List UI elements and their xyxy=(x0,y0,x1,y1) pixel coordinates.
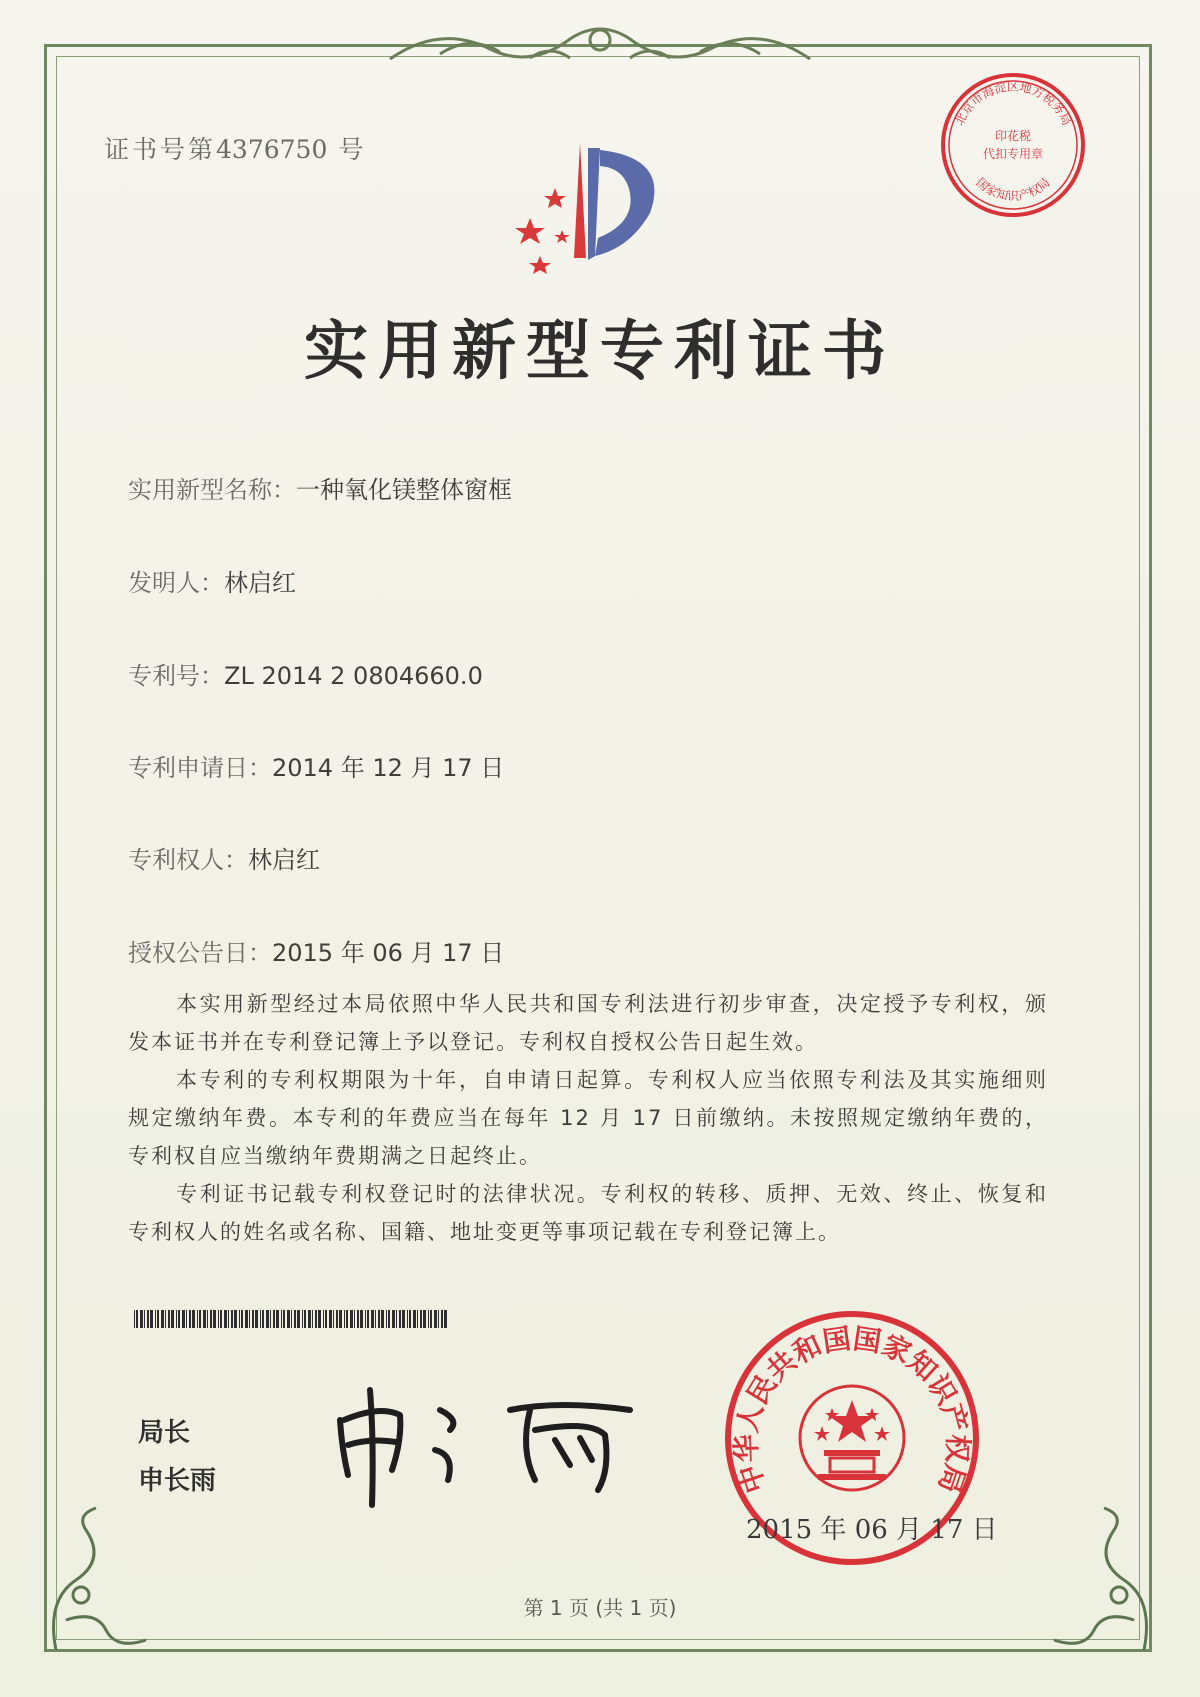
barcode-bar xyxy=(218,1310,219,1328)
barcode-bar xyxy=(147,1310,149,1328)
director-title: 局长 xyxy=(138,1418,191,1448)
barcode-bar xyxy=(210,1310,212,1328)
barcode-bar xyxy=(396,1310,397,1328)
barcode-bar xyxy=(262,1310,264,1328)
barcode-bar xyxy=(224,1310,227,1328)
body-paragraph: 本专利的专利权期限为十年，自申请日起算。专利权人应当依照专利法及其实施细则规定缴纳年费。本专利的年费应当在每年 12 月 17 日前缴纳。未按照规定缴纳年费的，专利权自应当缴纳年费期满之日起终止。 xyxy=(128,1068,1048,1168)
barcode-bar xyxy=(231,1310,233,1328)
barcode-bar xyxy=(207,1310,208,1328)
barcode-bar xyxy=(381,1310,384,1328)
barcode-bar xyxy=(252,1310,254,1328)
barcode-bar xyxy=(420,1310,422,1328)
certificate-number-value: 4376750 xyxy=(216,135,328,164)
tax-seal-inner-text-2: 代扣专用章 xyxy=(982,147,1044,161)
barcode-bar xyxy=(168,1310,170,1328)
field-value: 林启红 xyxy=(248,846,320,874)
barcode-bar xyxy=(228,1310,229,1328)
barcode-bar xyxy=(350,1310,353,1328)
certificate-number xyxy=(104,130,366,166)
field-label: 专利申请日： xyxy=(128,754,272,782)
barcode-bar xyxy=(438,1310,439,1328)
cnipa-logo-icon xyxy=(500,138,670,288)
tax-stamp-seal xyxy=(938,70,1088,220)
barcode-bar xyxy=(399,1310,401,1328)
field-application-date xyxy=(128,748,504,783)
barcode-bar xyxy=(333,1310,334,1328)
svg-text:国家知识产权局 xyxy=(973,175,1052,203)
barcode-bar xyxy=(386,1310,387,1328)
field-value: ZL 2014 2 0804660.0 xyxy=(224,662,483,690)
barcode-bar xyxy=(182,1310,185,1328)
barcode-bar xyxy=(189,1310,191,1328)
field-value: 2015 年 06 月 17 日 xyxy=(272,939,505,967)
barcode-bar xyxy=(297,1310,300,1328)
barcode-bar xyxy=(245,1310,248,1328)
field-patentee xyxy=(128,840,320,875)
barcode-bar xyxy=(318,1310,321,1328)
field-label: 授权公告日： xyxy=(128,939,272,967)
barcode-bar xyxy=(413,1310,416,1328)
barcode-bar xyxy=(346,1310,348,1328)
barcode-bar xyxy=(312,1310,313,1328)
barcode-bar xyxy=(276,1310,279,1328)
barcode-bar xyxy=(281,1310,282,1328)
barcode-bar xyxy=(365,1310,366,1328)
bottom-left-ornament xyxy=(36,1500,156,1660)
certificate-number-suffix: 号 xyxy=(338,135,367,164)
barcode-bar xyxy=(273,1310,275,1328)
field-inventor xyxy=(128,563,296,598)
barcode-bar xyxy=(234,1310,237,1328)
national-emblem-icon xyxy=(800,1386,904,1490)
barcode-bar xyxy=(407,1310,408,1328)
tax-seal-outer-text: 北京市海淀区地方税务局 xyxy=(951,79,1075,128)
barcode-bar xyxy=(323,1310,324,1328)
barcode-bar xyxy=(220,1310,222,1328)
barcode-bar xyxy=(266,1310,269,1328)
barcode-bar xyxy=(378,1310,380,1328)
barcode-bar xyxy=(140,1310,143,1328)
barcode-bar xyxy=(430,1310,432,1328)
barcode-bar xyxy=(428,1310,429,1328)
bottom-right-ornament xyxy=(1044,1500,1164,1660)
tax-seal-bottom-text: 国家知识产权局 xyxy=(973,175,1053,203)
barcode-bar xyxy=(165,1310,166,1328)
top-ornament xyxy=(380,14,820,74)
barcode-bar xyxy=(150,1310,153,1328)
field-value: 一种氧化镁整体窗框 xyxy=(296,476,512,504)
barcode-bar xyxy=(144,1310,145,1328)
barcode-bar xyxy=(178,1310,180,1328)
barcode-bar xyxy=(339,1310,342,1328)
barcode-bar xyxy=(360,1310,363,1328)
barcode-bar xyxy=(157,1310,159,1328)
barcode-bar xyxy=(249,1310,250,1328)
barcode-bar xyxy=(197,1310,198,1328)
barcode-bar xyxy=(325,1310,327,1328)
barcode-bar xyxy=(357,1310,359,1328)
director-signature xyxy=(330,1380,650,1510)
barcode-bar xyxy=(239,1310,240,1328)
barcode-bar xyxy=(155,1310,156,1328)
tax-seal-inner-text-1: 印花税 xyxy=(994,129,1032,143)
barcode-bar xyxy=(199,1310,201,1328)
barcode-bar xyxy=(176,1310,177,1328)
barcode-bar xyxy=(336,1310,338,1328)
body-paragraph: 本实用新型经过本局依照中华人民共和国专利法进行初步审查，决定授予专利权，颁发本证书并在专利登记簿上予以登记。专利权自授权公告日起生效。 xyxy=(128,992,1048,1054)
certificate-title: 实用新型专利证书 xyxy=(304,315,896,389)
barcode-bar xyxy=(367,1310,369,1328)
field-label: 专利权人： xyxy=(128,846,248,874)
certificate-number-prefix: 证书号第 xyxy=(104,135,217,164)
barcode xyxy=(134,1310,450,1328)
barcode-bar xyxy=(134,1310,135,1328)
official-seal-text: 中华人民共和国国家知识产权局 xyxy=(729,1321,975,1498)
barcode-bar xyxy=(291,1310,292,1328)
barcode-bar xyxy=(315,1310,317,1328)
barcode-bar xyxy=(388,1310,390,1328)
field-value: 2014 年 12 月 17 日 xyxy=(272,754,505,782)
barcode-bar xyxy=(375,1310,376,1328)
field-label: 实用新型名称： xyxy=(128,476,296,504)
field-value: 林启红 xyxy=(224,569,296,597)
barcode-bar xyxy=(329,1310,332,1328)
barcode-bar xyxy=(444,1310,447,1328)
field-patent-number xyxy=(128,656,483,691)
field-label: 发明人： xyxy=(128,569,224,597)
barcode-bar xyxy=(192,1310,195,1328)
official-seal-date: 2015 年 06 月 17 日 xyxy=(746,1515,998,1545)
barcode-bar xyxy=(171,1310,174,1328)
barcode-bar xyxy=(287,1310,290,1328)
barcode-bar xyxy=(423,1310,426,1328)
barcode-bar xyxy=(344,1310,345,1328)
body-paragraph: 专利证书记载专利权登记时的法律状况。专利权的转移、质押、无效、终止、恢复和专利权人的姓名或名称、国籍、地址变更等事项记载在专利登记簿上。 xyxy=(128,1182,1048,1244)
barcode-bar xyxy=(402,1310,405,1328)
director-name: 申长雨 xyxy=(138,1466,217,1496)
barcode-bar xyxy=(161,1310,164,1328)
barcode-bar xyxy=(255,1310,258,1328)
barcode-bar xyxy=(203,1310,206,1328)
barcode-bar xyxy=(294,1310,296,1328)
barcode-bar xyxy=(241,1310,243,1328)
barcode-bar xyxy=(304,1310,306,1328)
barcode-bar xyxy=(371,1310,374,1328)
svg-text:北京市海淀区地方税务局 xyxy=(952,79,1074,128)
barcode-bar xyxy=(283,1310,285,1328)
barcode-bar xyxy=(136,1310,138,1328)
barcode-bar xyxy=(441,1310,443,1328)
barcode-bar xyxy=(417,1310,418,1328)
barcode-bar xyxy=(434,1310,437,1328)
barcode-bar xyxy=(354,1310,355,1328)
certificate-body xyxy=(128,985,1048,1251)
barcode-bar xyxy=(302,1310,303,1328)
field-grant-date xyxy=(128,933,504,968)
barcode-bar xyxy=(270,1310,271,1328)
barcode-bar xyxy=(260,1310,261,1328)
field-label: 专利号： xyxy=(128,662,224,690)
field-utility-model-name xyxy=(128,470,512,505)
barcode-bar xyxy=(308,1310,311,1328)
page-number: 第 1 页 (共 1 页) xyxy=(523,1596,677,1620)
barcode-bar xyxy=(213,1310,216,1328)
barcode-bar xyxy=(186,1310,187,1328)
barcode-bar xyxy=(392,1310,395,1328)
barcode-bar xyxy=(409,1310,411,1328)
